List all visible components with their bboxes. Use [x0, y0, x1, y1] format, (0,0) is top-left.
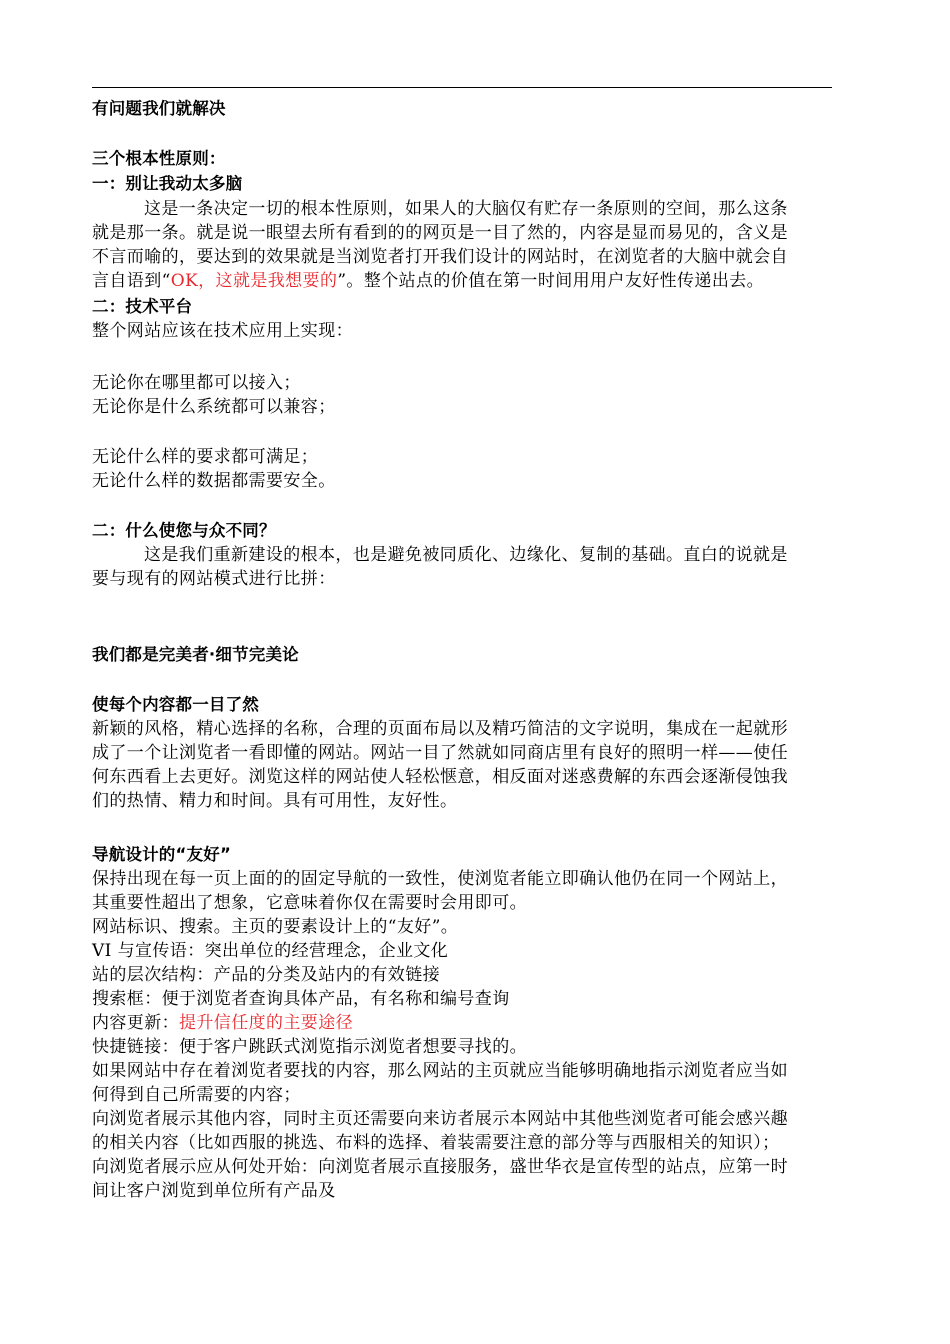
nav-line: VI 与宣传语：突出单位的经营理念，企业文化	[92, 941, 449, 961]
principle-3-heading: 二：什么使您与众不同？	[92, 521, 276, 540]
principle-2-intro: 整个网站应该在技术应用上实现：	[92, 321, 353, 341]
principle-1-last-line	[92, 269, 764, 293]
clarity-line: 们的热情、精力和时间。具有可用性，友好性。	[92, 791, 458, 811]
principle-3-line: 要与现有的网站模式进行比拼：	[92, 569, 336, 589]
perfect-heading: 我们都是完美者·细节完美论	[92, 645, 299, 664]
nav-line: 站的层次结构：产品的分类及站内的有效链接	[92, 965, 440, 985]
clarity-line: 何东西看上去更好。浏览这样的网站使人轻松惬意，相反面对迷惑费解的东西会逐渐侵蚀我	[92, 767, 788, 787]
nav-line: 间让客户浏览到单位所有产品及	[92, 1181, 336, 1201]
header-rule	[92, 87, 832, 88]
nav-line: 网站标识、搜索。主页的要素设计上的“友好”。	[92, 917, 459, 937]
nav-line: 搜索框：便于浏览者查询具体产品，有名称和编号查询	[92, 989, 510, 1009]
content-update-highlight: 提升信任度的主要途径	[179, 1013, 353, 1033]
principle-2-item: 无论什么样的要求都可满足；	[92, 447, 319, 467]
nav-line: 如果网站中存在着浏览者要找的内容，那么网站的主页就应当能够明确地指示浏览者应当如	[92, 1061, 788, 1081]
principle-1-text: 言自语到“	[92, 271, 171, 291]
nav-line: 保持出现在每一页上面的的固定导航的一致性，使浏览者能立即确认他仍在同一个网站上，	[92, 869, 788, 889]
principle-2-item: 无论你在哪里都可以接入；	[92, 373, 301, 393]
content-update-label: 内容更新：	[92, 1013, 179, 1033]
nav-line: 何得到自己所需要的内容；	[92, 1085, 301, 1105]
principle-3-line: 这是我们重新建设的根本，也是避免被同质化、边缘化、复制的基础。直白的说就是	[144, 545, 788, 565]
principle-1-heading: 一：别让我动太多脑	[92, 174, 243, 193]
nav-line: 的相关内容（比如西服的挑选、布料的选择、着装需要注意的部分等与西服相关的知识）；	[92, 1133, 780, 1153]
nav-line: 向浏览者展示其他内容，同时主页还需要向来访者展示本网站中其他些浏览者可能会感兴趣	[92, 1109, 788, 1129]
clarity-line: 新颖的风格，精心选择的名称，合理的页面布局以及精巧简洁的文字说明，集成在一起就形	[92, 719, 788, 739]
principle-2-item: 无论什么样的数据都需要安全。	[92, 471, 336, 491]
principle-1-text: ”。整个站点的价值在第一时间用用户友好性传递出去。	[337, 271, 765, 291]
principle-1-line: 不言而喻的，要达到的效果就是当浏览者打开我们设计的网站时，在浏览者的大脑中就会自	[92, 247, 788, 267]
principle-2-heading: 二：技术平台	[92, 297, 193, 316]
principle-1-line: 这是一条决定一切的根本性原则，如果人的大脑仅有贮存一条原则的空间，那么这条	[144, 199, 788, 219]
principle-1-highlight: OK，这就是我想要的	[170, 271, 338, 291]
nav-line: 向浏览者展示应从何处开始：向浏览者展示直接服务，盛世华衣是宣传型的站点，应第一时	[92, 1157, 788, 1177]
principle-2-item: 无论你是什么系统都可以兼容；	[92, 397, 336, 417]
nav-line: 快捷链接：便于客户跳跃式浏览指示浏览者想要寻找的。	[92, 1037, 527, 1057]
clarity-heading: 使每个内容都一目了然	[92, 695, 259, 714]
page-title: 有问题我们就解决	[92, 99, 226, 118]
content-update-line	[92, 1011, 353, 1035]
nav-heading: 导航设计的“友好”	[92, 845, 231, 864]
principles-heading: 三个根本性原则：	[92, 149, 226, 168]
clarity-line: 成了一个让浏览者一看即懂的网站。网站一目了然就如同商店里有良好的照明一样——使任	[92, 743, 788, 763]
principle-1-line: 就是那一条。就是说一眼望去所有看到的的网页是一目了然的，内容是显而易见的，含义是	[92, 223, 788, 243]
nav-line: 其重要性超出了想象，它意味着你仅在需要时会用即可。	[92, 893, 527, 913]
